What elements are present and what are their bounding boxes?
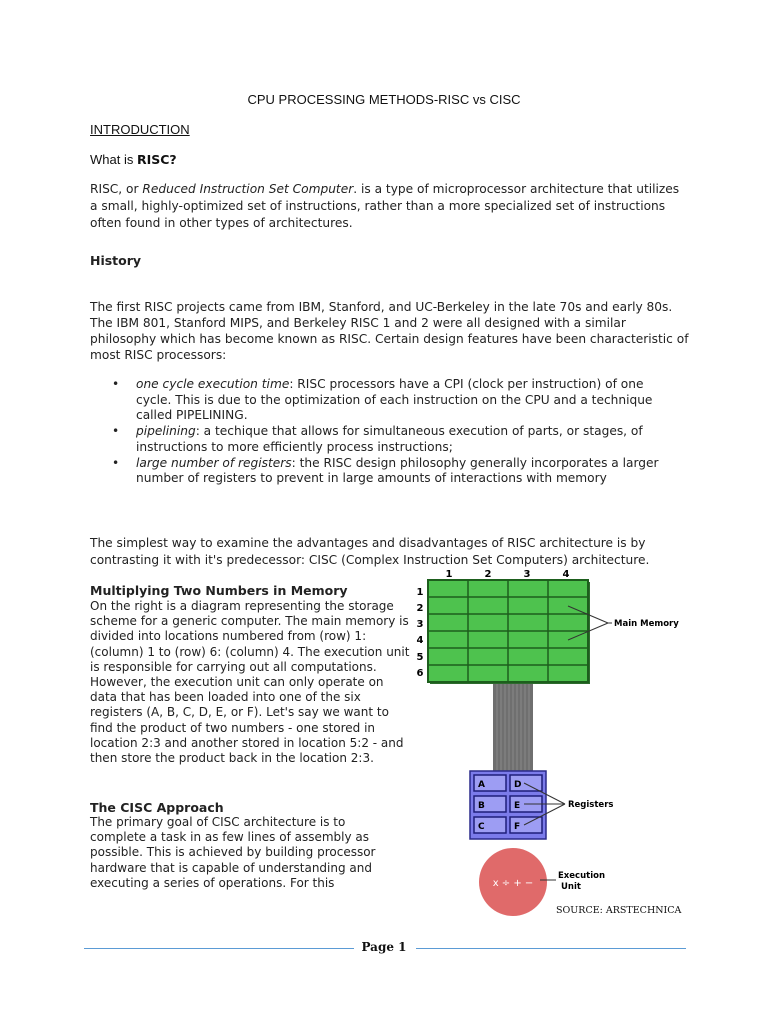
list-item: [112, 456, 682, 487]
registers-label: Registers: [568, 800, 614, 810]
row-label: 2: [416, 603, 424, 614]
unit-label: Unit: [561, 882, 581, 892]
source-credit: SOURCE: ARSTECHNICA: [556, 905, 682, 916]
main-memory-label: Main Memory: [614, 619, 679, 629]
what-is-risc-heading: [90, 152, 177, 167]
risc-definition-paragraph: [90, 181, 690, 232]
register-label: D: [514, 780, 522, 790]
register-label: A: [478, 780, 485, 790]
bullet-text: : RISC processors have a CPI (clock per instruction) of one cycle. This is due to the optimization of each instruction on the CPU and a technique called PIPELINING.: [136, 377, 653, 423]
column-label: 3: [523, 569, 531, 580]
cisc-approach-paragraph: The primary goal of CISC architecture is to complete a task in as few lines of assembly as possible. This is achieved by building processor hardware that is capable of understanding and executing a series of operations. For this: [90, 815, 376, 890]
comparison-paragraph: The simplest way to examine the advantages and disadvantages of RISC architecture is by contrasting it with it's predecessor: CISC (Complex Instruction Set Computers) architecture.: [90, 536, 650, 567]
p1-start: RISC, or: [90, 182, 143, 196]
multiplying-heading: Multiplying Two Numbers in Memory: [90, 583, 348, 598]
what-is-bold: RISC?: [136, 152, 177, 167]
list-item: [112, 424, 682, 455]
row-label: 4: [416, 635, 424, 646]
history-heading: History: [90, 253, 142, 268]
bullet-icon: •: [112, 455, 120, 470]
list-item: [112, 377, 682, 424]
what-is-prefix: What is: [90, 152, 137, 167]
column-label: 2: [484, 569, 492, 580]
bullet-term: pipelining: [136, 424, 196, 439]
register-label: F: [514, 822, 521, 832]
history-paragraph: The first RISC projects came from IBM, Stanford, and UC-Berkeley in the late 70s and early 80s. The IBM 801, Stanford MIPS, and Berkeley RISC 1 and 2 were all designed with a similar philosophy which has become known as RISC. Certain design features have been characteristic of most RISC processors:: [90, 300, 689, 362]
row-label: 6: [416, 668, 424, 679]
row-label: 3: [416, 619, 424, 630]
execution-label: Execution: [558, 871, 606, 881]
bullet-term: large number of registers: [136, 455, 292, 470]
document-title: CPU PROCESSING METHODS-RISC vs CISC: [247, 92, 521, 107]
register-label: E: [514, 801, 521, 811]
introduction-heading: INTRODUCTION: [90, 122, 190, 137]
register-label: C: [478, 822, 485, 832]
execution-symbols: x ÷ + −: [492, 878, 534, 889]
bullet-icon: •: [112, 424, 120, 439]
bullet-text: : the RISC design philosophy generally incorporates a larger number of registers to prevent in large amounts of interactions with memory: [136, 455, 659, 486]
bullet-text: : a techique that allows for simultaneous execution of parts, or stages, of instructions to more efficiently process instructions;: [136, 424, 643, 454]
p1-emphasis: Reduced Instruction Set Computer: [142, 182, 354, 196]
row-label: 5: [416, 652, 424, 663]
risc-features-list: [112, 377, 682, 487]
bullet-term: one cycle execution time: [136, 377, 290, 391]
page-number: Page 1: [361, 940, 407, 954]
column-label: 1: [445, 569, 453, 580]
memory-diagram: [400, 560, 700, 920]
bullet-icon: •: [112, 377, 120, 391]
column-label: 4: [562, 569, 570, 580]
p1-rest: . is a type of microprocessor architecture that utilizes a small, highly-optimized set of instructions, rather than a more specialized set of instructions often found in other types of architectures.: [90, 182, 680, 230]
cisc-approach-heading: The CISC Approach: [90, 800, 224, 815]
row-label: 1: [416, 587, 424, 598]
multiplying-paragraph: On the right is a diagram representing the storage scheme for a generic computer. The main memory is divided into locations numbered from (row) 1: (column) 1 to (row) 6: (column) 4. The execution unit is responsible for carrying out all computations. However, the execution unit can only operate on data that has been loaded into one of the six registers (A, B, C, D, E, or F). Let's say we want to find the product of two numbers - one stored in location 2:3 and another stored in location 5:2 - and then store the product back in the location 2:3.: [90, 599, 410, 766]
register-label: B: [478, 801, 485, 811]
